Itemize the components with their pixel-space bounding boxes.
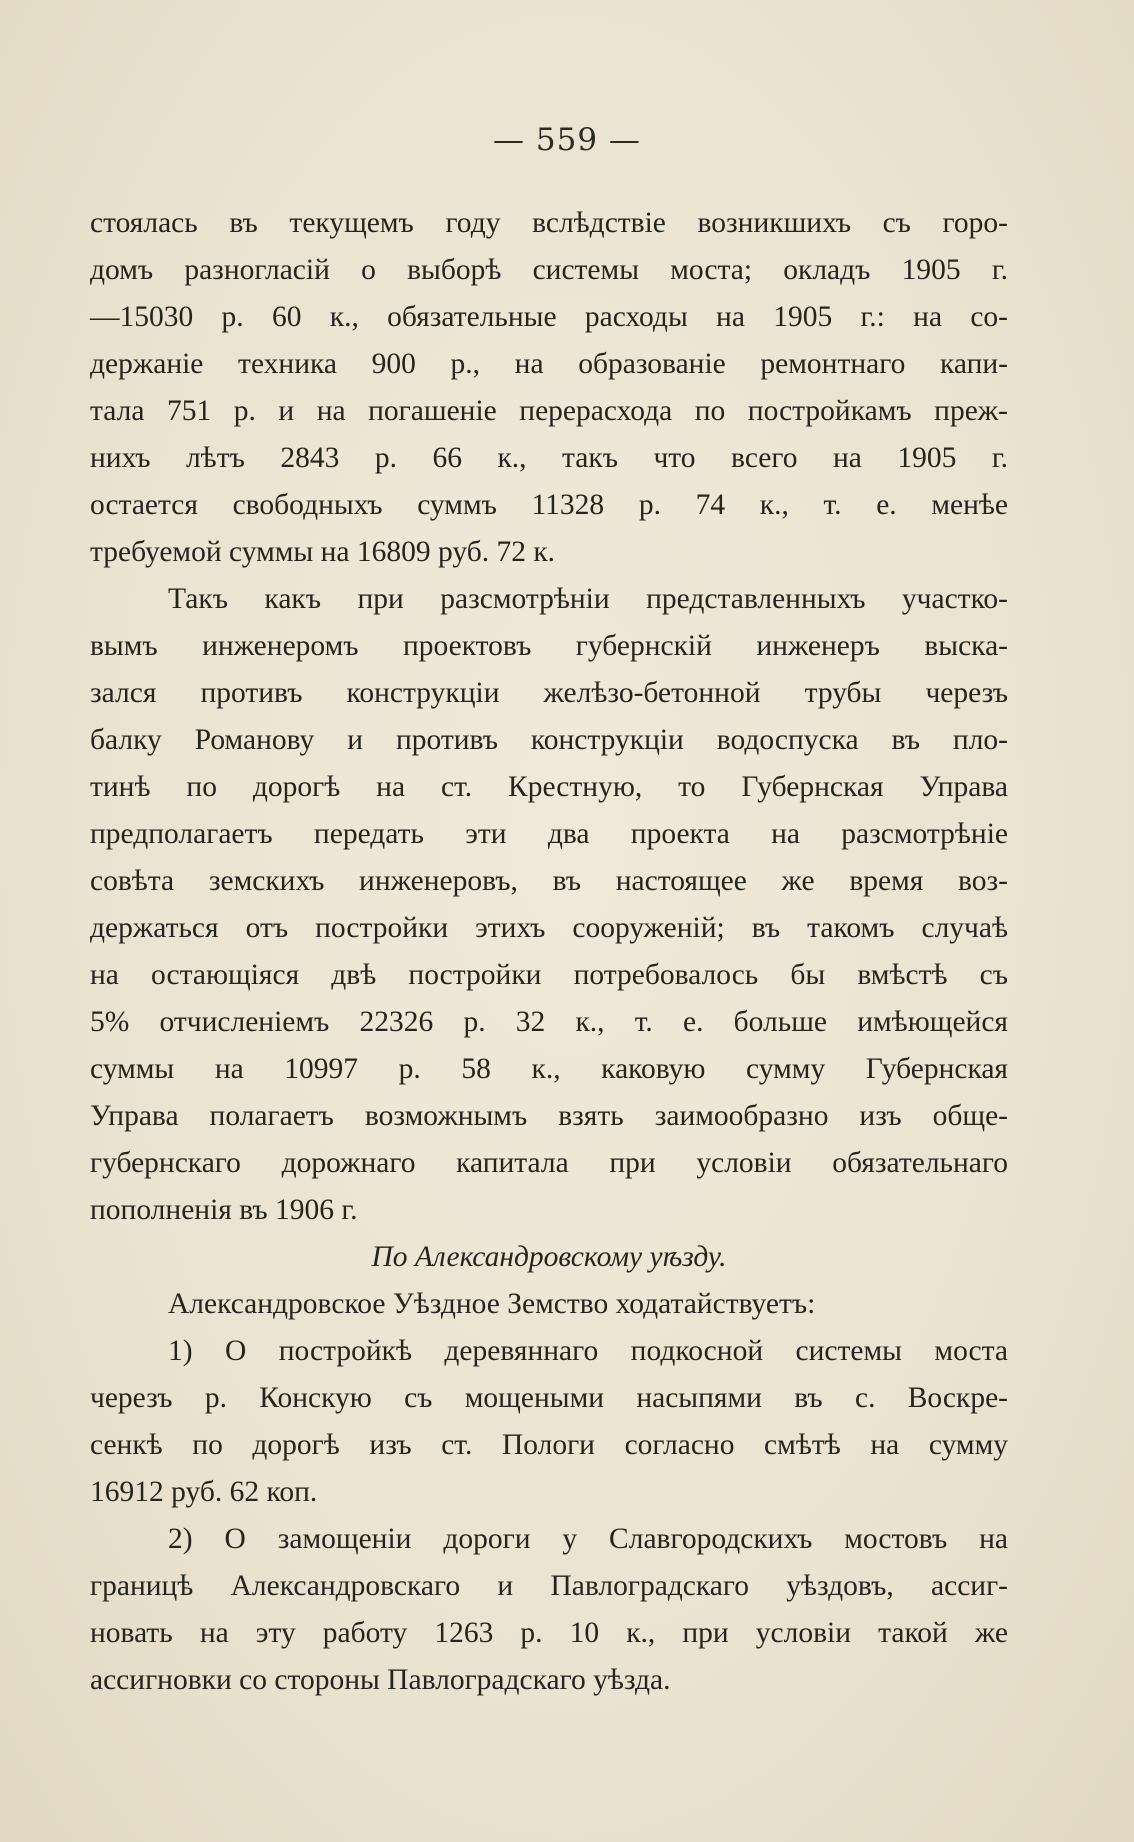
text-line: Александровское Уѣздное Земство ходатайствуетъ:: [168, 1288, 816, 1320]
text-line: балку Романову и противъ конструкціи водоспуска въ пло-: [90, 724, 1008, 756]
text-line: домъ разногласій о выборѣ системы моста; окладъ 1905 г.: [90, 254, 1008, 286]
text-line: тала 751 р. и на погашеніе перерасхода по постройкамъ преж-: [90, 395, 1008, 427]
text-line: границѣ Александровскаго и Павлоградскаго уѣздовъ, ассиг-: [90, 1570, 1008, 1602]
text-line: 1) О постройкѣ деревяннаго подкосной системы моста: [168, 1335, 1008, 1367]
text-line: новать на эту работу 1263 р. 10 к., при условіи такой же: [90, 1617, 1008, 1649]
text-line: 16912 руб. 62 коп.: [90, 1476, 318, 1508]
section-heading: По Александровскому уѣзду.: [371, 1241, 727, 1273]
paragraph-4: [90, 1328, 1008, 1516]
text-line: суммы на 10997 р. 58 к., каковую сумму Губернская: [90, 1053, 1008, 1085]
paragraph-1: [90, 200, 1008, 576]
paragraph-3: [90, 1281, 1008, 1328]
text-line: требуемой суммы на 16809 руб. 72 к.: [90, 536, 556, 568]
text-line: вымъ инженеромъ проектовъ губернскій инженеръ выска-: [90, 630, 1008, 662]
text-line: зался противъ конструкціи желѣзо-бетонной трубы черезъ: [90, 677, 1008, 709]
text-line: держаться отъ постройки этихъ сооруженій; въ такомъ случаѣ: [90, 912, 1008, 944]
text-line: губернскаго дорожнаго капитала при условіи обязательнаго: [90, 1147, 1008, 1179]
text-line: Такъ какъ при разсмотрѣніи представленныхъ участко-: [168, 583, 1008, 615]
text-line: черезъ р. Конскую съ мощеными насыпями въ с. Воскре-: [90, 1382, 1008, 1414]
page-number: — 559 —: [493, 122, 641, 158]
text-line: 2) О замощеніи дороги у Славгородскихъ мостовъ на: [168, 1523, 1008, 1555]
text-line: Управа полагаетъ возможнымъ взять заимообразно изъ обще-: [90, 1100, 1008, 1132]
text-line: тинѣ по дорогѣ на ст. Крестную, то Губернская Управа: [90, 771, 1008, 803]
text-line: —15030 р. 60 к., обязательные расходы на 1905 г.: на со-: [90, 301, 1008, 333]
text-line: нихъ лѣтъ 2843 р. 66 к., такъ что всего на 1905 г.: [90, 442, 1008, 474]
text-line: предполагаетъ передать эти два проекта на разсмотрѣніе: [90, 818, 1008, 850]
text-line: 5% отчисленіемъ 22326 р. 32 к., т. е. больше имѣющейся: [90, 1006, 1008, 1038]
text-line: сенкѣ по дорогѣ изъ ст. Пологи согласно смѣтѣ на сумму: [90, 1429, 1008, 1461]
paragraph-2: [90, 576, 1008, 1234]
text-line: на остающіяся двѣ постройки потребовалось бы вмѣстѣ съ: [90, 959, 1008, 991]
text-line: пополненія въ 1906 г.: [90, 1194, 358, 1226]
text-line: держаніе техника 900 р., на образованіе ремонтнаго капи-: [90, 348, 1008, 380]
text-line: стоялась въ текущемъ году вслѣдствіе возникшихъ съ горо-: [90, 207, 1008, 239]
text-line: остается свободныхъ суммъ 11328 р. 74 к., т. е. менѣе: [90, 489, 1008, 521]
paragraph-5: [90, 1516, 1008, 1704]
text-line: совѣта земскихъ инженеровъ, въ настоящее же время воз-: [90, 865, 1008, 897]
text-line: ассигновки со стороны Павлоградскаго уѣзда.: [90, 1664, 671, 1696]
body-text: [90, 200, 1008, 1704]
